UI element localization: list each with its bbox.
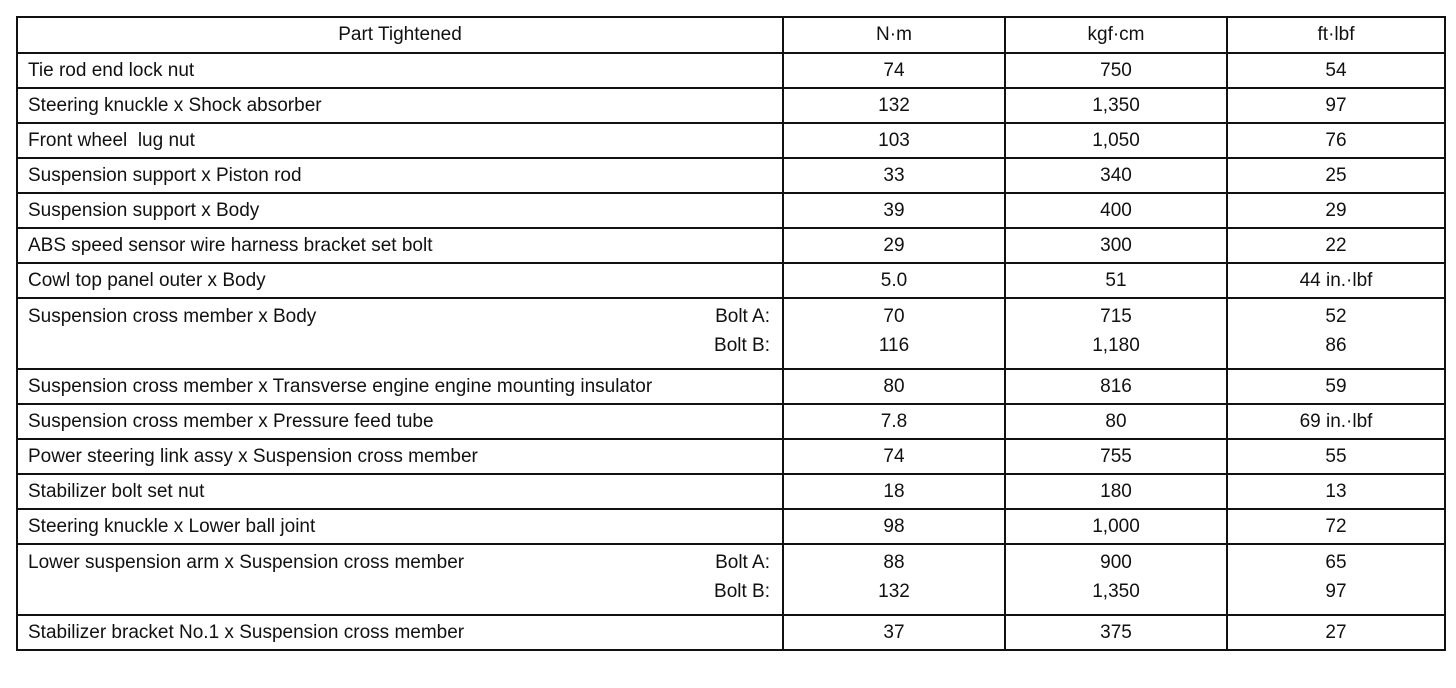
table-row: [17, 88, 1445, 123]
nm-cell: 37: [783, 615, 1005, 650]
part-cell: [17, 544, 783, 615]
nm-bolt-b: 132: [878, 581, 910, 602]
header-kgfcm: kgf·cm: [1005, 17, 1227, 53]
part-cell: Suspension cross member x Transverse engine engine mounting insulator: [17, 369, 783, 404]
nm-bolt-a: 70: [883, 306, 905, 327]
ftlbf-bolt-a: 52: [1325, 306, 1347, 327]
ftlbf-bolt-b: 86: [1325, 335, 1347, 356]
nm-cell: 33: [783, 158, 1005, 193]
bolt-a-label: Bolt A:: [715, 552, 770, 573]
part-cell: Power steering link assy x Suspension cross member: [17, 439, 783, 474]
ftlbf-cell: [1227, 544, 1445, 615]
nm-cell: 98: [783, 509, 1005, 544]
kgfcm-bolt-a: 900: [1100, 552, 1132, 573]
kgfcm-cell: [1005, 544, 1227, 615]
nm-cell: 74: [783, 53, 1005, 88]
kgfcm-cell: 340: [1005, 158, 1227, 193]
nm-cell: 39: [783, 193, 1005, 228]
ftlbf-cell: 69 in.·lbf: [1227, 404, 1445, 439]
kgfcm-cell: 1,050: [1005, 123, 1227, 158]
kgfcm-bolt-b: 1,350: [1092, 581, 1140, 602]
table-row: [17, 193, 1445, 228]
table-row: [17, 544, 1445, 615]
part-cell: ABS speed sensor wire harness bracket set bolt: [17, 228, 783, 263]
ftlbf-cell: 72: [1227, 509, 1445, 544]
bolt-b-label: Bolt B:: [714, 581, 770, 602]
table-row: [17, 263, 1445, 298]
part-cell: Steering knuckle x Shock absorber: [17, 88, 783, 123]
nm-bolt-a: 88: [883, 552, 905, 573]
part-cell: Stabilizer bolt set nut: [17, 474, 783, 509]
table-row: [17, 123, 1445, 158]
ftlbf-cell: 54: [1227, 53, 1445, 88]
table-row: [17, 439, 1445, 474]
nm-cell: 132: [783, 88, 1005, 123]
kgfcm-bolt-b: 1,180: [1092, 335, 1140, 356]
header-part-tightened: Part Tightened: [17, 17, 783, 53]
header-nm: N·m: [783, 17, 1005, 53]
nm-cell: 103: [783, 123, 1005, 158]
kgfcm-bolt-a: 715: [1100, 306, 1132, 327]
ftlbf-cell: 59: [1227, 369, 1445, 404]
ftlbf-cell: 44 in.·lbf: [1227, 263, 1445, 298]
kgfcm-cell: 1,000: [1005, 509, 1227, 544]
part-cell: Steering knuckle x Lower ball joint: [17, 509, 783, 544]
table-row: [17, 53, 1445, 88]
bolt-a-label: Bolt A:: [715, 306, 770, 327]
table-row: [17, 474, 1445, 509]
ftlbf-cell: 22: [1227, 228, 1445, 263]
nm-cell: 29: [783, 228, 1005, 263]
nm-cell: 18: [783, 474, 1005, 509]
kgfcm-cell: 400: [1005, 193, 1227, 228]
nm-cell: 74: [783, 439, 1005, 474]
table-row: [17, 509, 1445, 544]
table-row: [17, 369, 1445, 404]
table-row: [17, 228, 1445, 263]
nm-cell: 5.0: [783, 263, 1005, 298]
part-cell: [17, 298, 783, 369]
ftlbf-cell: 25: [1227, 158, 1445, 193]
table-row: [17, 298, 1445, 369]
ftlbf-cell: 76: [1227, 123, 1445, 158]
part-cell: Front wheel lug nut: [17, 123, 783, 158]
nm-cell: 7.8: [783, 404, 1005, 439]
part-cell: Suspension cross member x Pressure feed tube: [17, 404, 783, 439]
kgfcm-cell: 51: [1005, 263, 1227, 298]
kgfcm-cell: 1,350: [1005, 88, 1227, 123]
kgfcm-cell: 80: [1005, 404, 1227, 439]
ftlbf-cell: 27: [1227, 615, 1445, 650]
ftlbf-cell: 13: [1227, 474, 1445, 509]
bolt-labels: [714, 548, 774, 606]
kgfcm-cell: 750: [1005, 53, 1227, 88]
bolt-b-label: Bolt B:: [714, 335, 770, 356]
header-ftlbf: ft·lbf: [1227, 17, 1445, 53]
kgfcm-cell: 375: [1005, 615, 1227, 650]
ftlbf-cell: 97: [1227, 88, 1445, 123]
table-row: [17, 615, 1445, 650]
kgfcm-cell: 180: [1005, 474, 1227, 509]
table-row: [17, 404, 1445, 439]
part-cell: Tie rod end lock nut: [17, 53, 783, 88]
nm-bolt-b: 116: [878, 335, 910, 356]
part-label: Suspension cross member x Body: [28, 306, 317, 327]
nm-cell: [783, 544, 1005, 615]
table-header-row: [17, 17, 1445, 53]
bolt-labels: [714, 302, 774, 360]
torque-spec-table: [16, 16, 1446, 651]
kgfcm-cell: 816: [1005, 369, 1227, 404]
part-label: Lower suspension arm x Suspension cross member: [28, 552, 465, 573]
ftlbf-bolt-a: 65: [1325, 552, 1347, 573]
ftlbf-bolt-b: 97: [1325, 581, 1347, 602]
part-cell: Cowl top panel outer x Body: [17, 263, 783, 298]
kgfcm-cell: 755: [1005, 439, 1227, 474]
part-cell: Suspension support x Body: [17, 193, 783, 228]
ftlbf-cell: 29: [1227, 193, 1445, 228]
ftlbf-cell: [1227, 298, 1445, 369]
table-row: [17, 158, 1445, 193]
kgfcm-cell: [1005, 298, 1227, 369]
nm-cell: 80: [783, 369, 1005, 404]
nm-cell: [783, 298, 1005, 369]
ftlbf-cell: 55: [1227, 439, 1445, 474]
part-cell: Suspension support x Piston rod: [17, 158, 783, 193]
part-cell: Stabilizer bracket No.1 x Suspension cross member: [17, 615, 783, 650]
kgfcm-cell: 300: [1005, 228, 1227, 263]
